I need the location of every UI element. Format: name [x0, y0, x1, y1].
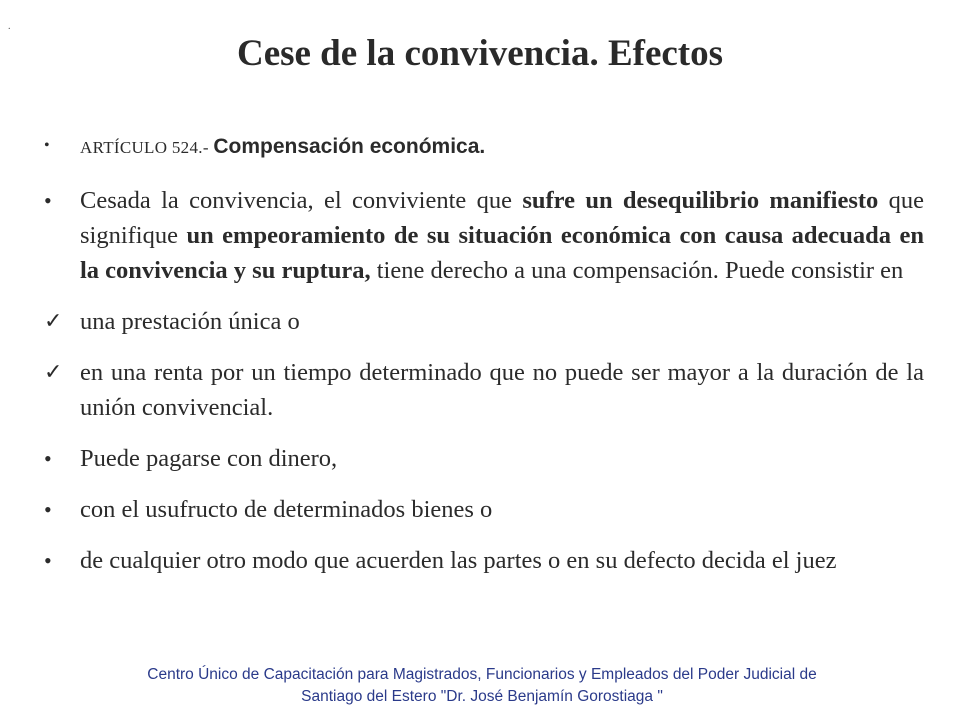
bullet-item-2: [40, 492, 924, 527]
bullet-icon: •: [44, 137, 50, 154]
corner-mark: .: [8, 21, 11, 32]
checkmark-icon: ✓: [44, 309, 63, 334]
bullet-item-text: de cualquier otro modo que acuerden las partes o en su defecto decida el juez: [80, 547, 837, 574]
bullet-item-text: con el usufructo de determinados bienes o: [80, 496, 493, 523]
slide-body: [40, 128, 924, 594]
check-item-1: [40, 304, 924, 339]
bullet-icon: •: [44, 548, 52, 573]
bullet-icon: •: [44, 497, 52, 522]
slide-footer: [40, 664, 924, 708]
check-item-text: en una renta por un tiempo determinado que no puede ser mayor a la duración de la unión convivencial.: [80, 359, 924, 421]
paragraph-text-2: que signifique: [80, 187, 925, 249]
checkmark-icon: ✓: [44, 360, 63, 385]
bullet-paragraph: [40, 183, 924, 288]
slide-title: Cese de la convivencia. Efectos: [236, 33, 724, 74]
check-item-2: [40, 355, 924, 425]
article-number: ARTÍCULO 524.-: [80, 138, 214, 157]
bullet-item-3: [40, 543, 924, 578]
bullet-icon: •: [44, 188, 52, 213]
paragraph-text-1: Cesada la convivencia, el conviviente que: [80, 187, 523, 214]
footer-line-1: Centro Único de Capacitación para Magistrados, Funcionarios y Empleados del Poder Judicial de: [147, 666, 817, 683]
paragraph-text-3: tiene derecho a una compensación. Puede consistir en: [370, 257, 904, 284]
article-heading: Compensación económica.: [213, 135, 486, 158]
footer-line-2: Santiago del Estero "Dr. José Benjamín Gorostiaga ": [301, 688, 663, 705]
bullet-item-text: Puede pagarse con dinero,: [80, 445, 338, 472]
bullet-icon: •: [44, 446, 52, 471]
paragraph-bold-1: sufre un desequilibrio manifiesto: [522, 187, 879, 214]
check-item-text: una prestación única o: [80, 308, 300, 335]
bullet-item-1: [40, 441, 924, 476]
bullet-article: [40, 128, 924, 165]
paragraph-bold-2: un empeoramiento de su situación económica con causa adecuada en la convivencia y su ruptura,: [80, 222, 925, 284]
